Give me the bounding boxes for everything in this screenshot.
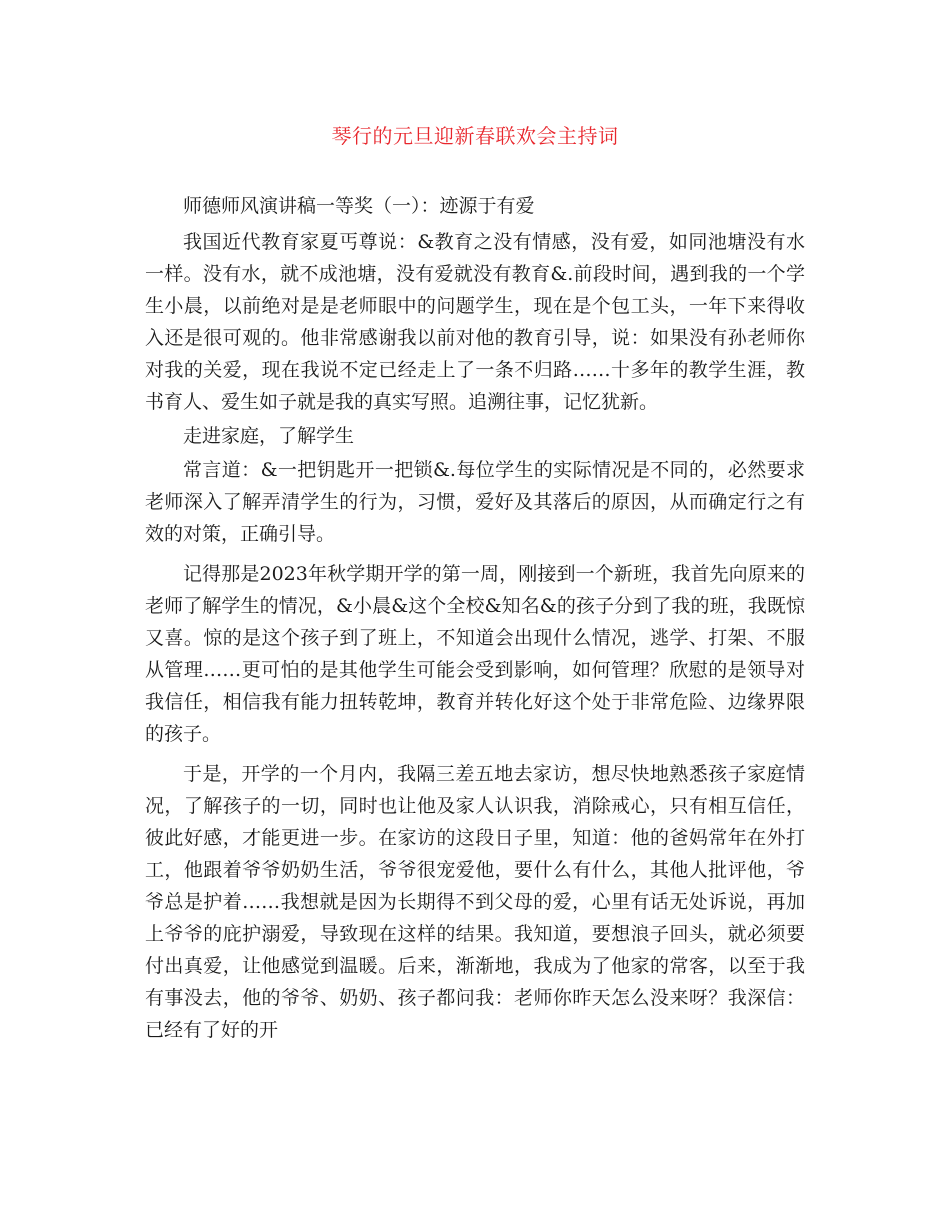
paragraph: 常言道：&一把钥匙开一把锁&.每位学生的实际情况是不同的，必然要求老师深入了解弄清学生的行为，习惯，爱好及其落后的原因，从而确定行之有效的对策，正确引导。 (145, 459, 805, 545)
paragraph: 于是，开学的一个月内，我隔三差五地去家访，想尽快地熟悉孩子家庭情况，了解孩子的一切，同时也让他及家人认识我，消除戒心，只有相互信任，彼此好感，才能更进一步。在家访的这段日子里，知道：他的爸妈常年在外打工，他跟着爷爷奶奶生活，爷爷很宠爱他，要什么有什么，其他人批评他，爷爷总是护着……我想就是因为长期得不到父母的爱，心里有话无处诉说，再加上爷爷的庇护溺爱，导致现在这样的结果。我知道，要想浪子回头，就必须要付出真爱，让他感觉到温暖。后来，渐渐地，我成为了他家的常客，以至于我有事没去，他的爷爷、奶奶、孩子都问我：老师你昨天怎么没来呀？我深信：已经有了好的开 (145, 763, 805, 1041)
paragraph: 记得那是2023年秋学期开学的第一周，刚接到一个新班，我首先向原来的老师了解学生的情况，&小晨&这个全校&知名&的孩子分到了我的班，我既惊又喜。惊的是这个孩子到了班上，不知道会出现什么情况，逃学、打架、不服从管理……更可怕的是其他学生可能会受到影响，如何管理？欣慰的是领导对我信任，相信我有能力扭转乾坤，教育并转化好这个处于非常危险、边缘界限的孩子。 (145, 563, 805, 745)
paragraph: 我国近代教育家夏丐尊说：&教育之没有情感，没有爱，如同池塘没有水一样。没有水，就不成池塘，没有爱就没有教育&.前段时间，遇到我的一个学生小晨，以前绝对是是老师眼中的问题学生，现在是个包工头，一年下来得收入还是很可观的。他非常感谢我以前对他的教育引导，说：如果没有孙老师你对我的关爱，现在我说不定已经走上了一条不归路……十多年的教学生涯，教书育人、爱生如子就是我的真实写照。追溯往事，记忆犹新。 (145, 231, 805, 413)
subheading: 走进家庭，了解学生 (183, 425, 355, 447)
document-title: 琴行的元旦迎新春联欢会主持词 (331, 124, 619, 148)
section-heading: 师德师风演讲稿一等奖（一）：迹源于有爱 (183, 195, 535, 217)
document-body (145, 190, 805, 1046)
